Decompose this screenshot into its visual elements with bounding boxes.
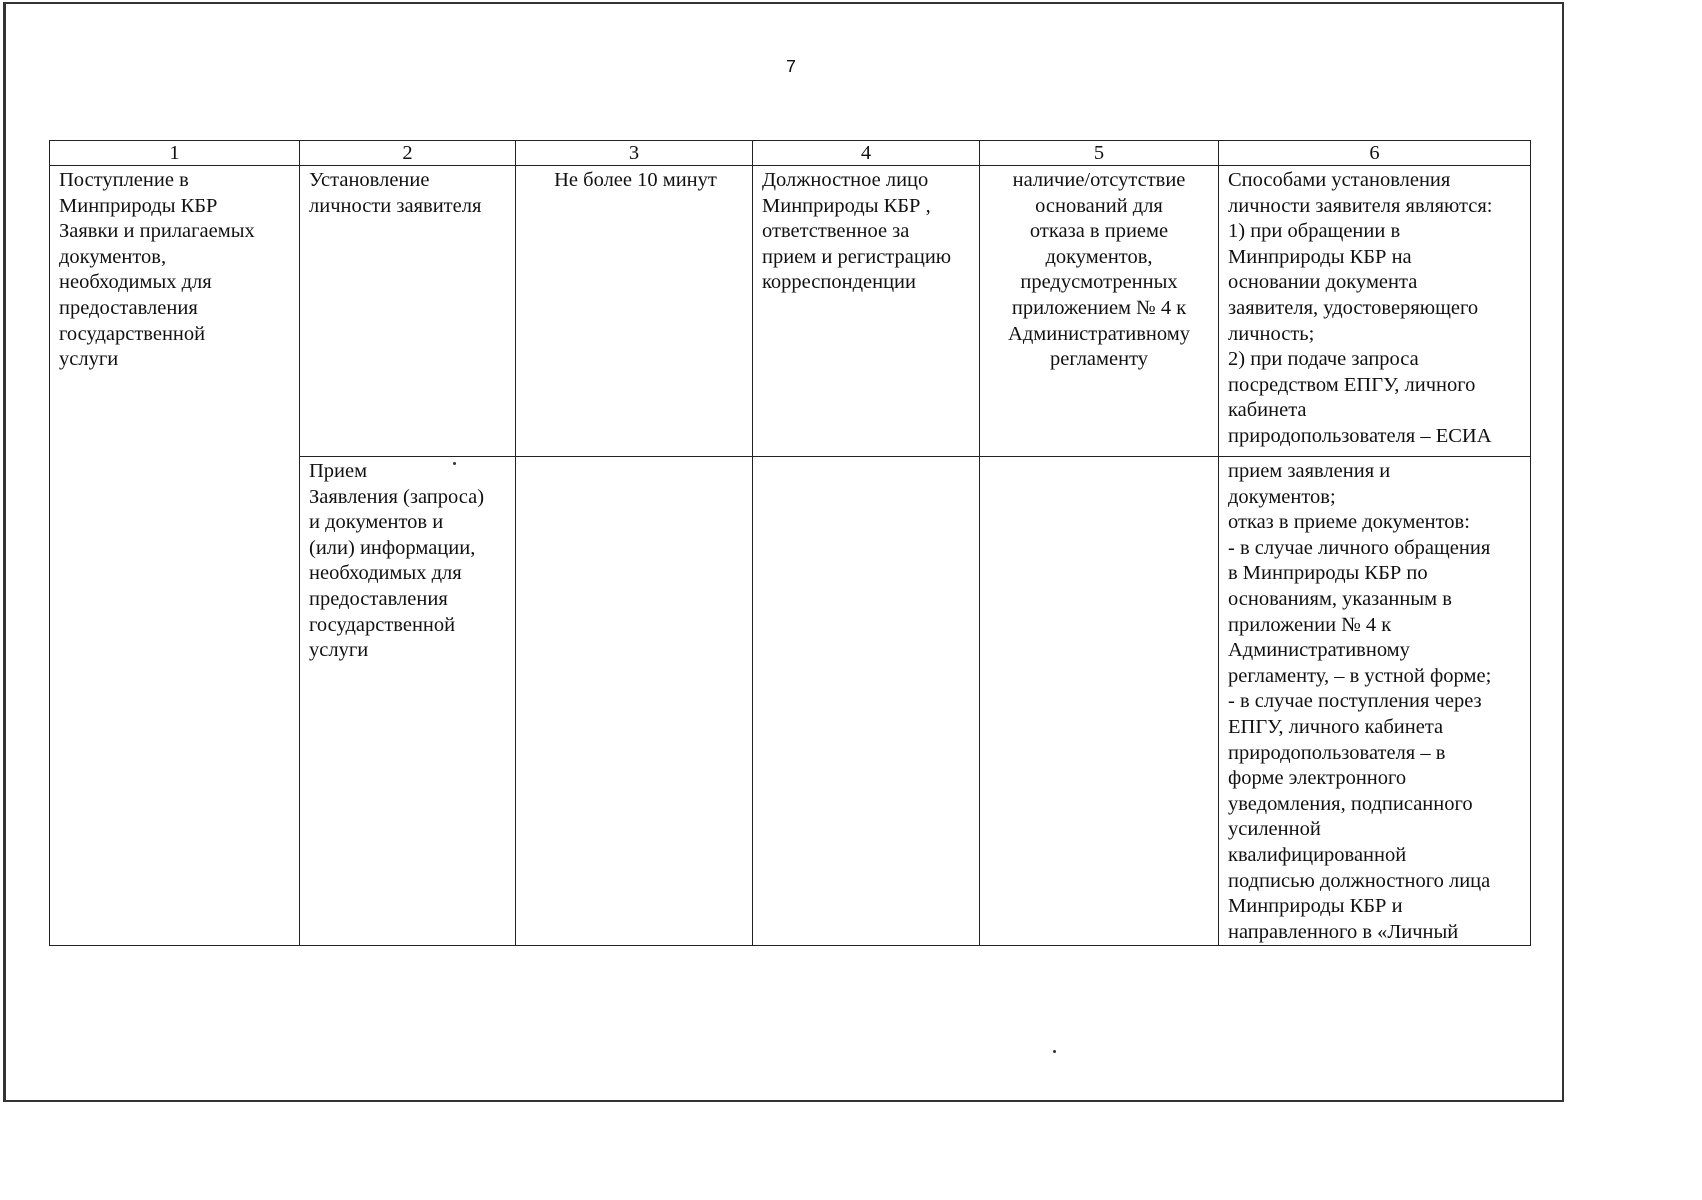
decision-criteria-cell [980,457,1219,946]
decision-criteria-cell: наличие/отсутствие оснований для отказа в приеме документов, предусмотренных приложением № 4 к Административному регламенту [980,166,1219,457]
duration-cell [516,457,753,946]
responsible-official-cell [753,457,980,946]
result-cell: Способами установления личности заявителя являются: 1) при обращении в Минприроды КБР на основании документа заявителя, удостоверяющего личность; 2) при подаче запроса посредством ЕПГУ, личного кабинета природопользователя – ЕСИА [1219,166,1531,457]
page-number: 7 [785,58,797,78]
column-number-3: 3 [516,141,753,166]
column-number-1: 1 [50,141,300,166]
column-number-2: 2 [300,141,516,166]
scan-speck [1053,1050,1056,1053]
column-number-5: 5 [980,141,1219,166]
column-number-4: 4 [753,141,980,166]
procedure-table [49,140,1531,946]
table-row [50,166,1531,457]
table-header-row [50,141,1531,166]
procedure-basis-cell: Поступление в Минприроды КБР Заявки и прилагаемых документов, необходимых для предоставления государственной услуги [50,166,300,946]
scan-speck [453,462,456,465]
duration-cell: Не более 10 минут [516,166,753,457]
action-cell: Установление личности заявителя [300,166,516,457]
responsible-official-cell: Должностное лицо Минприроды КБР , ответственное за прием и регистрацию корреспонденции [753,166,980,457]
action-cell: Прием Заявления (запроса) и документов и (или) информации, необходимых для предоставления государственной услуги [300,457,516,946]
result-cell: прием заявления и документов; отказ в приеме документов: - в случае личного обращения в Минприроды КБР по основаниям, указанным в приложении № 4 к Административному регламенту, – в устной форме; - в случае поступления через ЕПГУ, личного кабинета природопользователя – в форме электронного уведомления, подписанного усиленной квалифицированной подписью должностного лица Минприроды КБР и направленного в «Личный [1219,457,1531,946]
column-number-6: 6 [1219,141,1531,166]
